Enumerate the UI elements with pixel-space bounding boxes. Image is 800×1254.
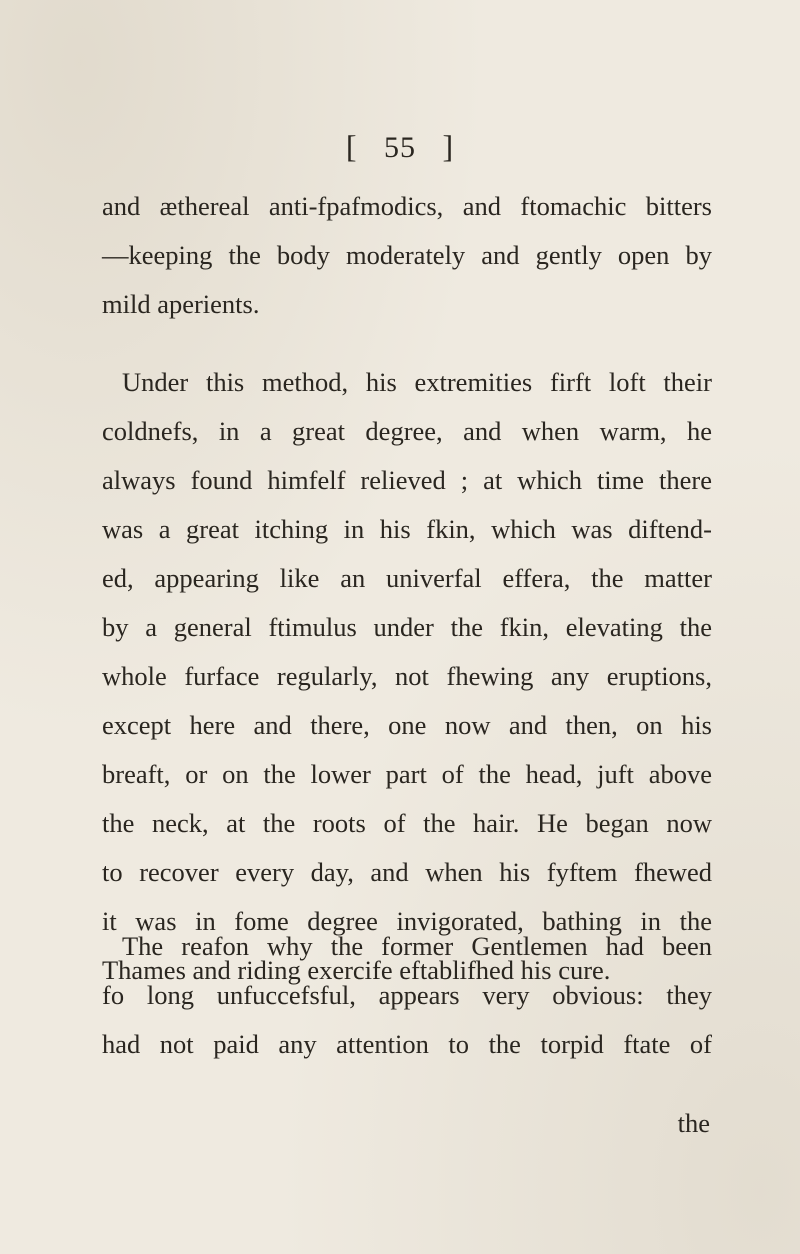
text-line: Thames and riding exercife eftablifhed his cure.	[102, 955, 611, 985]
text-line: except here and there, one now and then, on his	[102, 710, 712, 740]
paragraph-2	[102, 358, 712, 995]
text-line: was a great itching in his fkin, which was diftend-	[102, 514, 712, 544]
text-line: breaft, or on the lower part of the head, juft above	[102, 759, 712, 789]
text-line: fo long unfuccefsful, appears very obvious: they	[102, 980, 712, 1010]
paragraph-3	[102, 922, 712, 1069]
text-line: by a general ftimulus under the fkin, elevating the	[102, 612, 712, 642]
text-line: mild aperients.	[102, 289, 260, 319]
text-line: had not paid any attention to the torpid ftate of	[102, 1029, 712, 1059]
header-open-bracket: [	[345, 128, 358, 164]
page-number: 55	[384, 131, 416, 164]
text-line: to recover every day, and when his fyftem fhewed	[102, 857, 712, 887]
text-line: ed, appearing like an univerfal effera, the matter	[102, 563, 712, 593]
text-line: —keeping the body moderately and gently open by	[102, 240, 712, 270]
paragraph-1	[102, 182, 712, 329]
text-line: it was in fome degree invigorated, bathing in the	[102, 906, 712, 936]
text-line: Under this method, his extremities firft loft their	[122, 367, 712, 397]
text-line: the neck, at the roots of the hair. He began now	[102, 808, 712, 838]
text-line: The reafon why the former Gentlemen had been	[122, 931, 712, 961]
text-line: coldnefs, in a great degree, and when warm, he	[102, 416, 712, 446]
text-line: always found himfelf relieved ; at which time there	[102, 465, 712, 495]
text-line: whole furface regularly, not fhewing any eruptions,	[102, 661, 712, 691]
header-close-bracket: ]	[442, 128, 455, 164]
text-line: and æthereal anti-fpafmodics, and ftomachic bitters	[102, 191, 712, 221]
page-header	[0, 128, 800, 165]
catchword: the	[677, 1108, 710, 1138]
